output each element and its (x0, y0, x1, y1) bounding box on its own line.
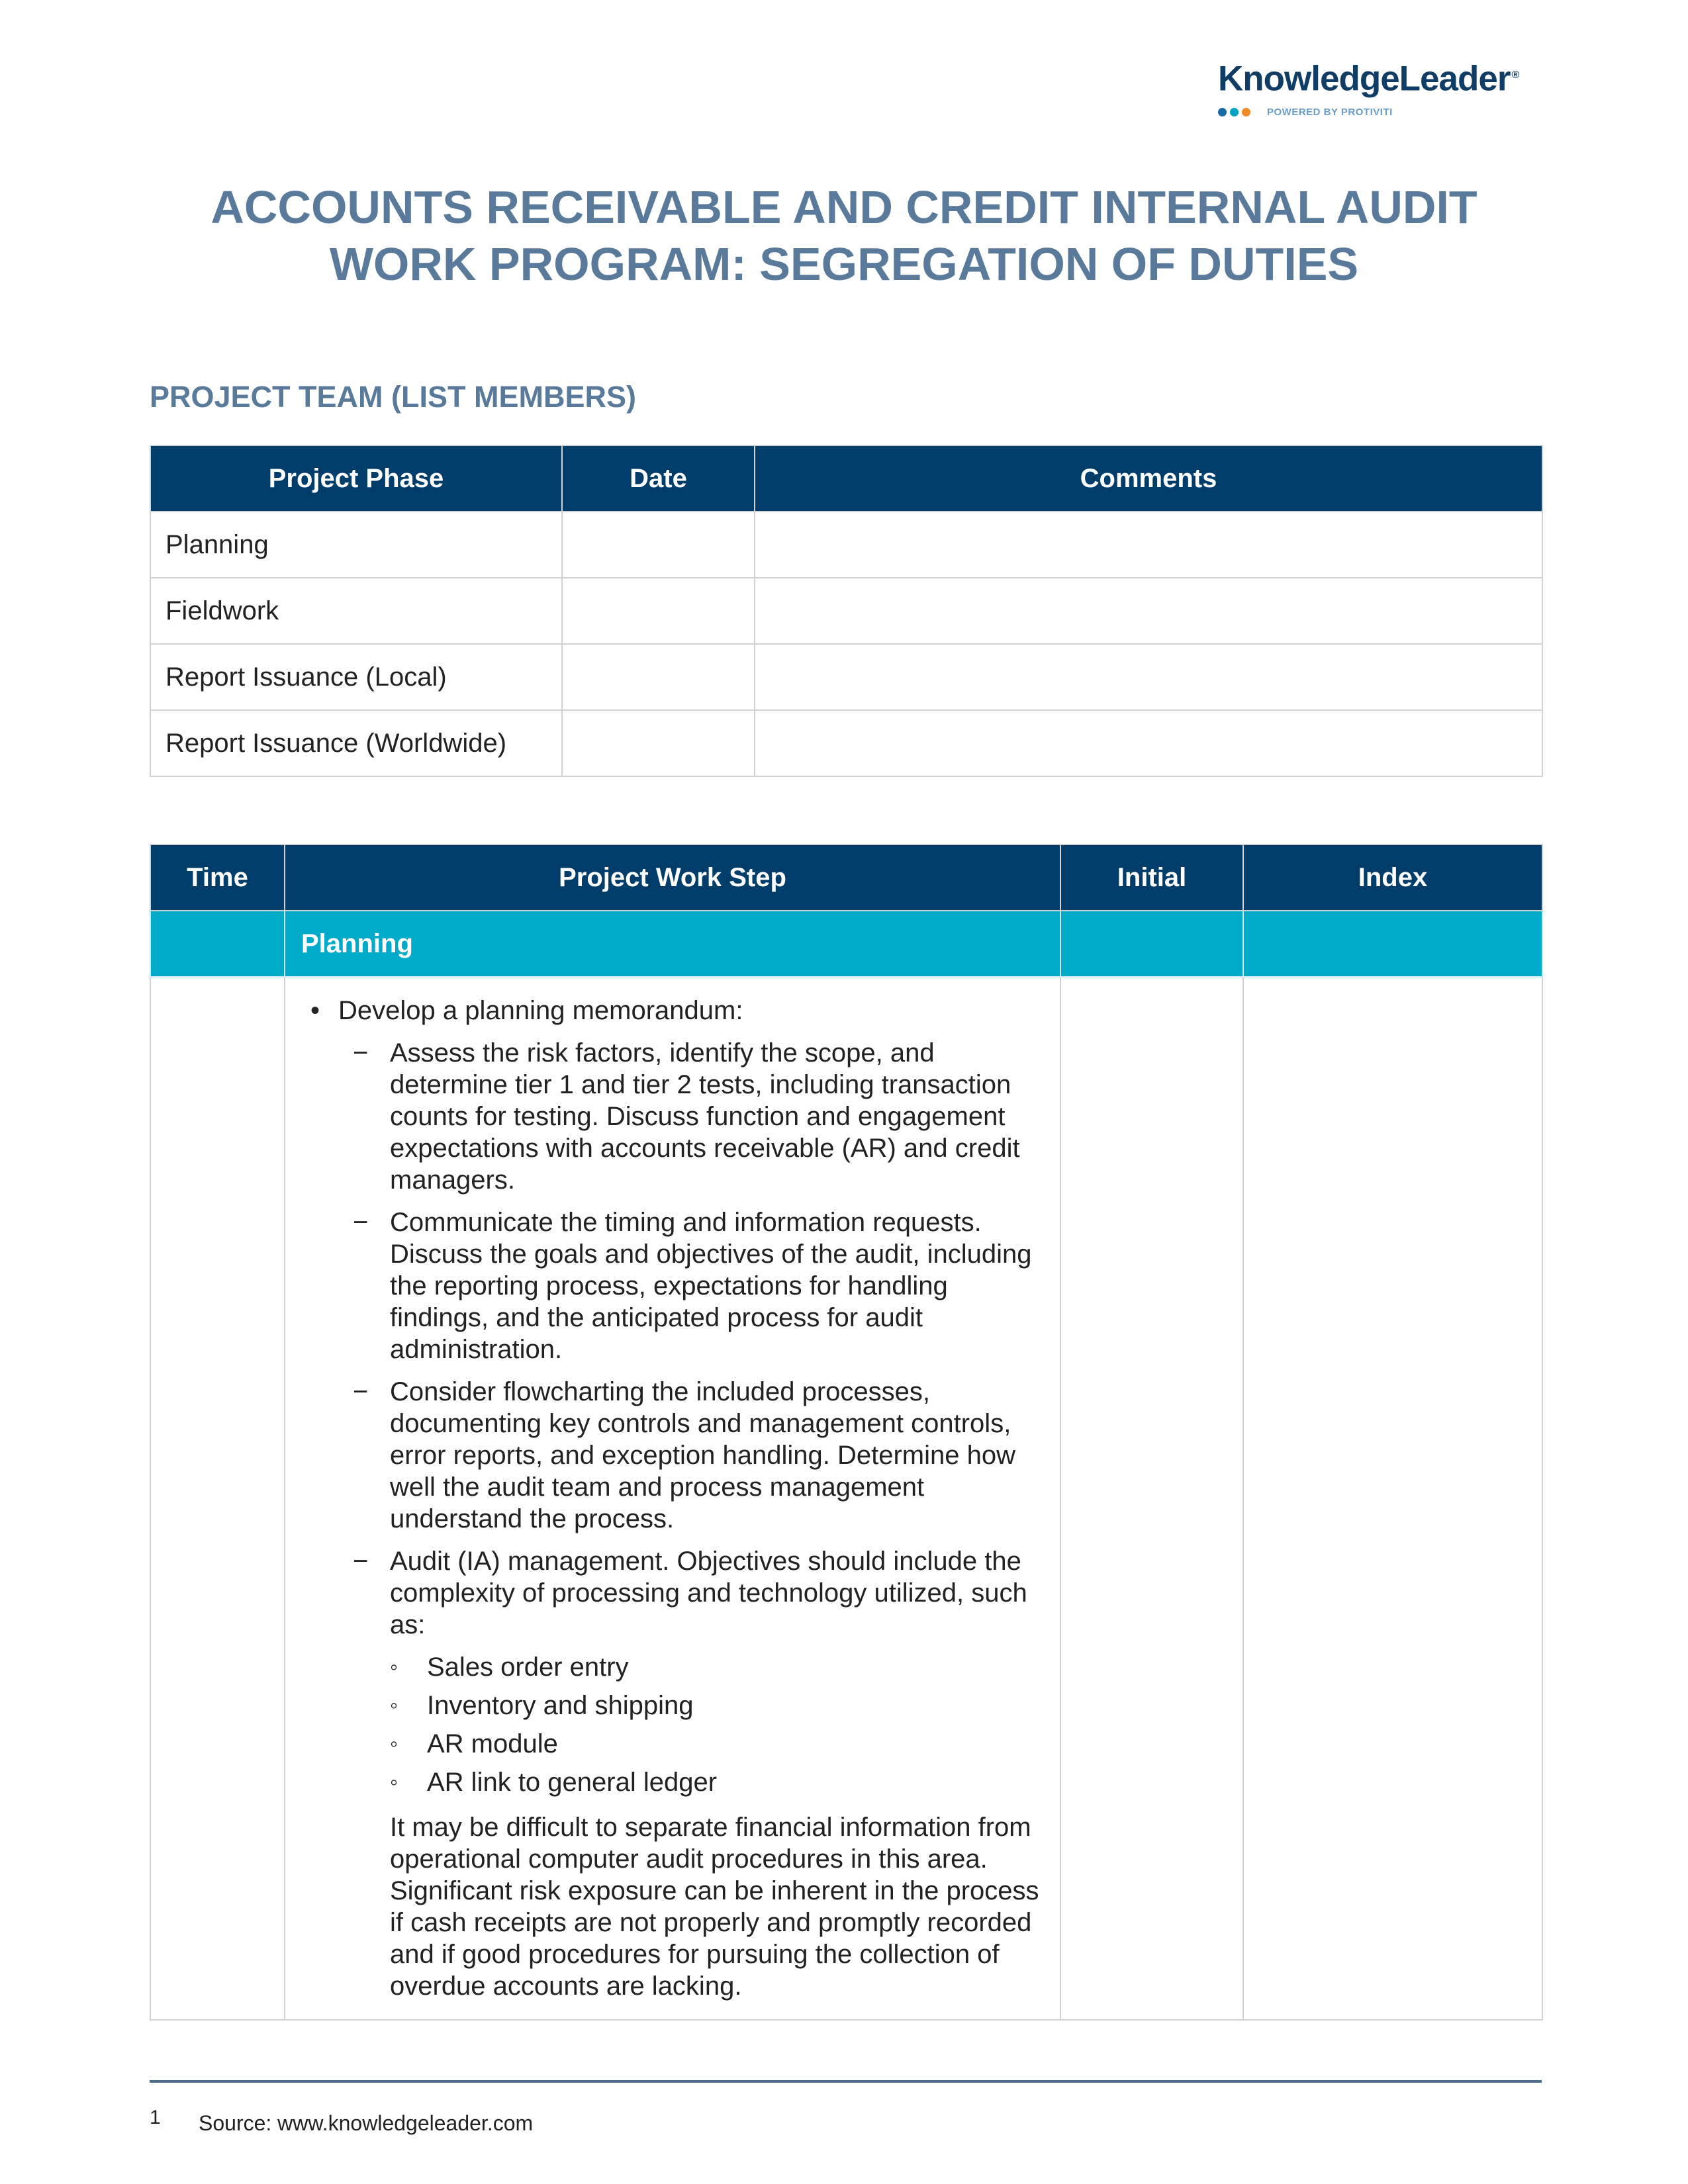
document-title (132, 179, 1556, 293)
work-step-cell (285, 977, 1060, 2020)
risk-note: It may be difficult to separate financial information from operational computer audit procedures in this area. Significant risk exposure can be inherent in the process if cash receipts are not properly and promptly recorded and if good procedures for pursuing the collection of overdue accounts are lacking. (390, 1813, 1039, 2001)
table-row (150, 512, 1542, 578)
list-item: ◦ Inventory and shipping (390, 1691, 694, 1720)
list-item: − Audit (IA) management. Objectives should include the complexity of processing and technology utilized, such as: (353, 1547, 1027, 1639)
list-item: − Assess the risk factors, identify the scope, and determine tier 1 and tier 2 tests, including transaction counts for testing. Discuss function and engagement expectations with accounts receivable (AR) and credit managers. (353, 1038, 1020, 1195)
logo-dot-icon (1218, 108, 1227, 116)
phase-cell: Planning (150, 512, 562, 578)
phase-cell: Report Issuance (Local) (150, 644, 562, 710)
phase-time-cell (150, 911, 285, 977)
brand-tagline-row (1218, 105, 1393, 119)
phase-initial-cell (1060, 911, 1243, 977)
project-team-heading: PROJECT TEAM (LIST MEMBERS) (150, 380, 637, 414)
dash-icon: − (353, 1547, 369, 1576)
work-program-table (150, 844, 1543, 2021)
circle-bullet-icon: ◦ (390, 1731, 399, 1756)
list-item: ◦ AR link to general ledger (390, 1768, 718, 1797)
work-table-header (150, 844, 1542, 911)
phase-row-planning (150, 911, 1542, 977)
initial-cell[interactable] (1060, 977, 1243, 2020)
title-line-1: ACCOUNTS RECEIVABLE AND CREDIT INTERNAL AUDIT (211, 181, 1477, 233)
table-row (150, 977, 1542, 2020)
dash-icon: − (353, 1377, 369, 1406)
header-project-phase: Project Phase (150, 445, 562, 512)
step-bullet: • Develop a planning memorandum: (310, 996, 743, 1025)
circle-bullet-icon: ◦ (390, 1770, 399, 1795)
circle-bullet-icon: ◦ (390, 1655, 399, 1680)
comments-cell[interactable] (755, 512, 1542, 578)
page-number: 1 (150, 2107, 161, 2128)
phase-index-cell (1243, 911, 1542, 977)
header-project-work-step: Project Work Step (285, 844, 1060, 911)
project-team-table (150, 445, 1543, 777)
sub-step-list (301, 1037, 1044, 1641)
logo-dot-icon (1242, 108, 1250, 116)
table-row (150, 710, 1542, 776)
index-cell[interactable] (1243, 977, 1542, 2020)
comments-cell[interactable] (755, 644, 1542, 710)
header-index: Index (1243, 844, 1542, 911)
circle-bullet-icon: ◦ (390, 1693, 399, 1718)
table-row (150, 578, 1542, 644)
phase-cell: Report Issuance (Worldwide) (150, 710, 562, 776)
list-item: − Communicate the timing and information requests. Discuss the goals and objectives of the audit, including the reporting process, expectations for handling findings, and the anticipated process for audit administration. (353, 1208, 1032, 1364)
bullet-icon: • (310, 996, 320, 1025)
header-date: Date (562, 445, 755, 512)
systems-list (301, 1651, 1044, 1798)
title-line-2: WORK PROGRAM: SEGREGATION OF DUTIES (329, 238, 1359, 290)
list-item: − Consider flowcharting the included processes, documenting key controls and management controls, error reports, and exception handling. Determine how well the audit team and process management understand the process. (353, 1377, 1015, 1533)
date-cell[interactable] (562, 512, 755, 578)
date-cell[interactable] (562, 710, 755, 776)
header-initial: Initial (1060, 844, 1243, 911)
dash-icon: − (353, 1038, 369, 1068)
footer-divider (150, 2080, 1542, 2083)
team-table-header (150, 445, 1542, 512)
source-citation: Source: www.knowledgeleader.com (199, 2111, 534, 2135)
list-item: ◦ Sales order entry (390, 1653, 629, 1682)
phase-label: Planning (285, 911, 1060, 977)
date-cell[interactable] (562, 644, 755, 710)
brand-name: KnowledgeLeader ® (1218, 59, 1519, 99)
time-cell[interactable] (150, 977, 285, 2020)
table-row (150, 644, 1542, 710)
list-item: ◦ AR module (390, 1729, 558, 1758)
header-comments: Comments (755, 445, 1542, 512)
brand-tagline: POWERED BY PROTIVITI (1267, 106, 1393, 118)
dash-icon: − (353, 1208, 369, 1237)
logo-dot-icon (1230, 108, 1239, 116)
phase-cell: Fieldwork (150, 578, 562, 644)
date-cell[interactable] (562, 578, 755, 644)
knowledgeleader-logo (1218, 56, 1536, 118)
header-time: Time (150, 844, 285, 911)
comments-cell[interactable] (755, 578, 1542, 644)
comments-cell[interactable] (755, 710, 1542, 776)
